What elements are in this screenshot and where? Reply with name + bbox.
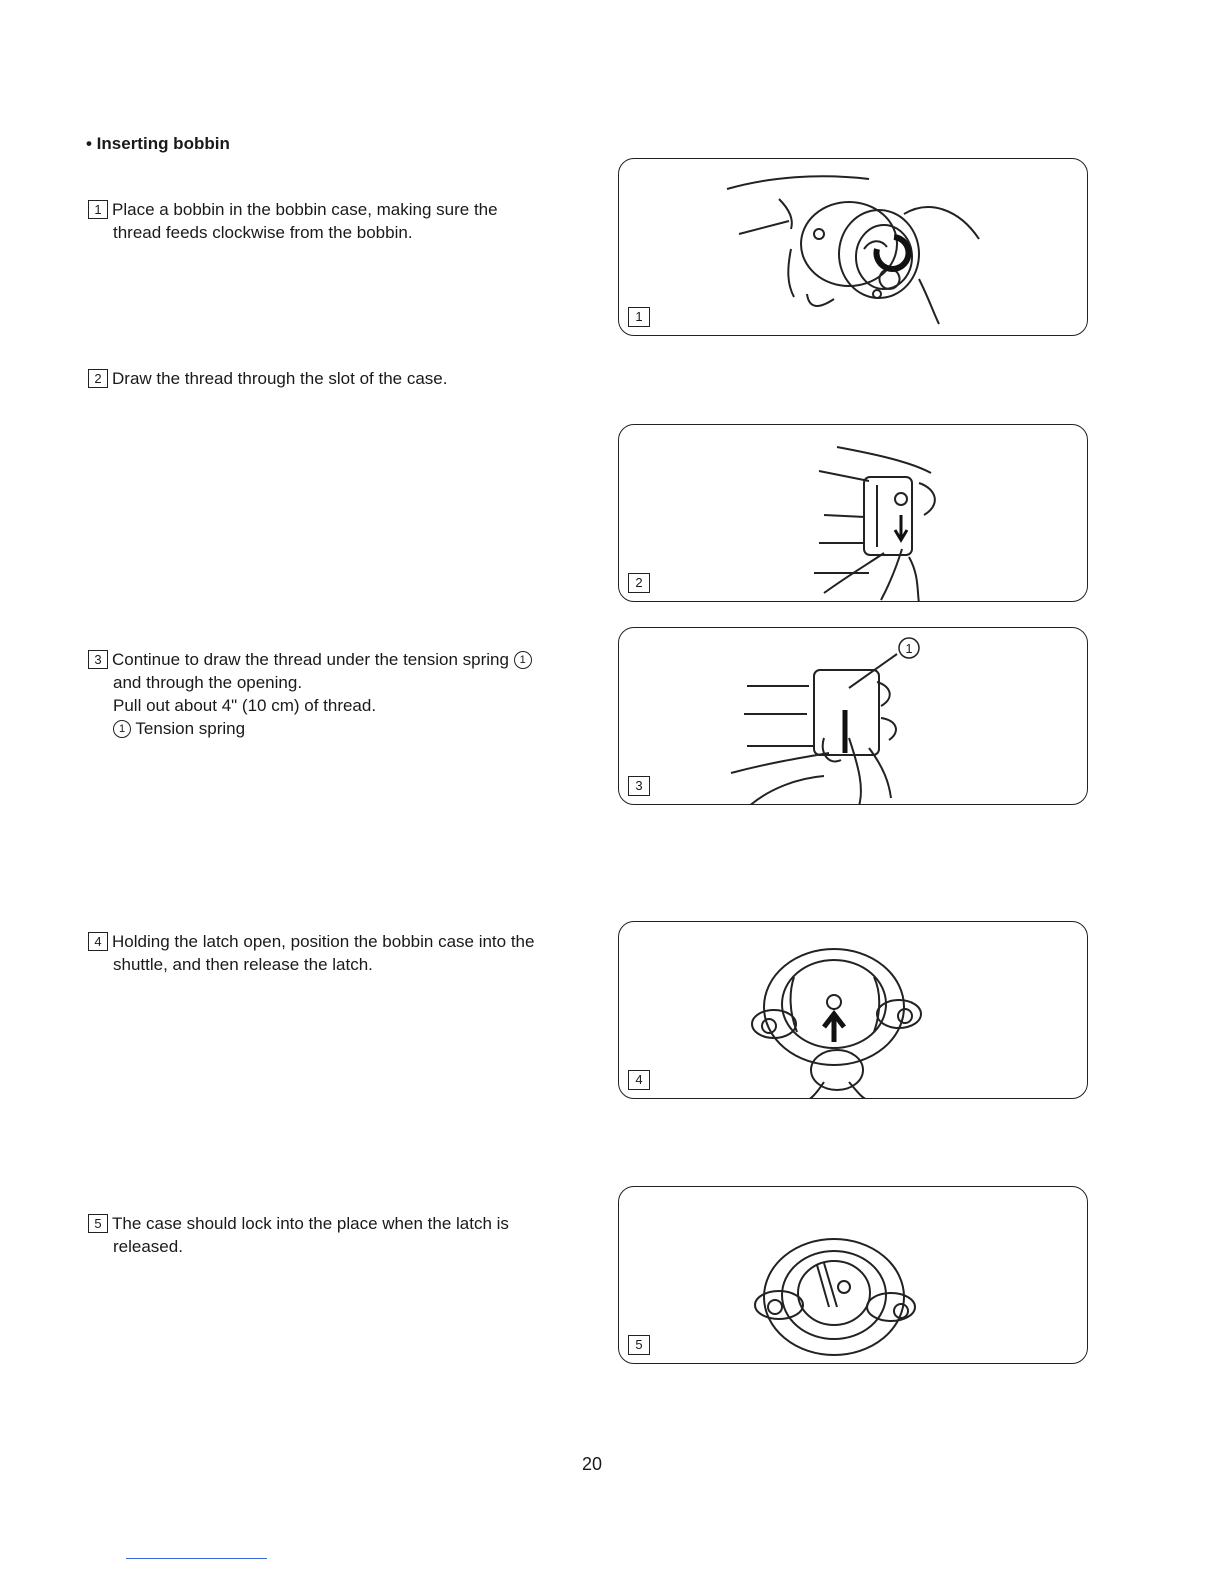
figure-5-panel (618, 1186, 1088, 1364)
step-number: 2 (88, 369, 108, 388)
figure-number: 1 (628, 307, 650, 327)
step-text: Place a bobbin in the bobbin case, making sure the (112, 200, 498, 219)
step-number: 4 (88, 932, 108, 951)
step-2 (88, 367, 588, 390)
step-text: Pull out about 4" (10 cm) of thread. (113, 696, 377, 715)
step-text: shuttle, and then release the latch. (113, 955, 373, 974)
figure-3-panel (618, 627, 1088, 805)
step-text: and through the opening. (113, 673, 303, 692)
callout-marker: 1 (113, 720, 131, 738)
step-text: Draw the thread through the slot of the case. (112, 369, 448, 388)
step-text: The case should lock into the place when the latch is (112, 1214, 509, 1233)
callout-marker: 1 (514, 651, 532, 669)
figure-1-panel (618, 158, 1088, 336)
step-4 (88, 930, 588, 976)
case-into-shuttle-illustration (619, 922, 1088, 1099)
step-text: thread feeds clockwise from the bobbin. (113, 223, 413, 242)
step-number: 3 (88, 650, 108, 669)
thread-through-slot-illustration (619, 425, 1088, 602)
step-1 (88, 198, 588, 244)
tension-spring-illustration (619, 628, 1088, 805)
case-locked-illustration (619, 1187, 1088, 1364)
footer-rule (126, 1558, 267, 1559)
bobbin-in-case-illustration (619, 159, 1088, 336)
figure-4-panel (618, 921, 1088, 1099)
step-text: Holding the latch open, position the bobbin case into the (112, 932, 535, 951)
section-heading: • Inserting bobbin (86, 134, 230, 153)
step-text: released. (113, 1237, 183, 1256)
step-number: 1 (88, 200, 108, 219)
figure-number: 2 (628, 573, 650, 593)
step-text: Tension spring (135, 719, 246, 738)
figure-number: 4 (628, 1070, 650, 1090)
figure-number: 5 (628, 1335, 650, 1355)
step-number: 5 (88, 1214, 108, 1233)
figure-2-panel (618, 424, 1088, 602)
page-number: 20 (582, 1454, 603, 1474)
step-text: Continue to draw the thread under the tension spring (112, 650, 509, 669)
callout-1-label: 1 (905, 641, 913, 656)
step-5 (88, 1212, 588, 1258)
figure-number: 3 (628, 776, 650, 796)
step-3 (88, 648, 588, 740)
